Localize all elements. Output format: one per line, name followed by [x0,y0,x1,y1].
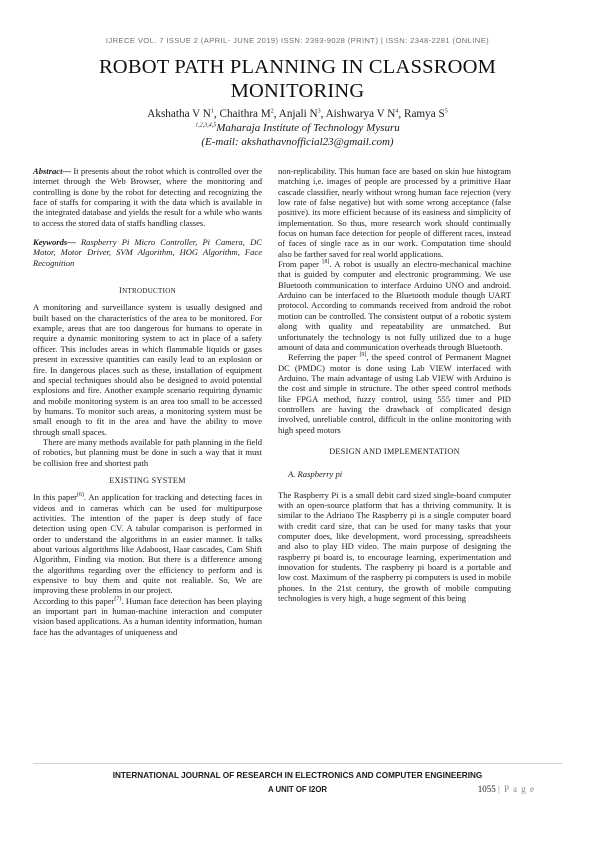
author-name: Akshatha V N [147,108,211,120]
author-email: (E-mail: akshathavnofficial23@gmail.com) [201,136,394,148]
author-separator: , [320,108,326,120]
abstract-label: Abstract— [33,166,71,176]
author-superscript: 2 [270,108,274,115]
footer-unit: A UNIT OF I2OR [267,785,328,794]
keywords-label: Keywords— [33,237,76,248]
citation: (6) [76,492,84,499]
author-separator: , [273,108,279,120]
keywords-text: Raspberry Pi Micro Controller, Pi Camera, DC Motor, Motor Driver, SVM Algorithm, HOG Algorithm, Face Recognition [33,237,262,268]
author-name: Aishwarya V N [325,108,396,120]
left-column [33,166,262,637]
author-name: Chaithra M [219,108,271,120]
paragraph: In this paper$^{(6)}$. An application for tracking and detecting faces in videos and in cameras which can be used for multipurpose activities. The intention of the paper is deep study of face detection using open CV. A tabular comparison is performed in order to understand the algorithms in an easier manner. It talks about various algorithms like Adaboost, Haar cascades, Cam Shift Algorithm, Finding via motion. But there is a difference among the algorithms regarding over the efficiency to perform and is expensive to buy them and quite not realiable. So, We are improving these problems in our project. [33,492,262,596]
keywords [33,237,262,268]
author-superscript: 3 [317,108,321,115]
paragraph: The Raspberry Pi is a small debit card sized single-board computer with an open-source platform that has a thriving community. It is similar to the Adriano The Raspberry pi is a single computer board with credit card size, that can be used for many tasks that your computer does, like development, word processing, spreadsheets and also to play HD video. The main purpose of designing the raspberry pi board is, to encourage learning, experimentation and innovation for students. The raspberry pi board is a portable and low cost. Maximum of the raspberry pi computers is used in mobile phones. In the 21st century, the growth of mobile computing technologies is very high, a huge segment of this being [278,489,511,604]
paragraph: A monitoring and surveillance system is usually designed and built based on the characteristics of the area to be monitored. For example, areas that are too dangerous for humans to operate in require a dynamic monitoring system to act in place of a safety officer. This includes areas in which flammable liquids or gases present in excessive quantities can easily lead to an explosion or fire. In dangerous places such as these, installation of equipment and special techniques should also be designed to avoid potential explosions and fire. Another example scenario requiring dynamic and mobile monitoring system is an area too small to be accessed by humans. To monitor such areas, a monitoring system must be small enough to fit in the area and have the ability to move through small spaces. [33,302,262,437]
footer-divider [33,763,562,764]
page-number [478,784,535,794]
page-label: | P a g e [498,784,535,794]
running-header: IJRECE VOL. 7 ISSUE 2 (APRIL- JUNE 2019) ISSN: 2393-9028 (PRINT) | ISSN: 2348-2281 (ONLINE) [105,36,490,45]
citation: (7) [114,595,122,602]
section-heading-existing-system: EXISTING SYSTEM [109,475,186,485]
abstract-text: It presents about the robot which is controlled over the internet through the Web Browser, where the monitoring and controlling is done by the robot for detecting and recognizing the face of staffs for comparing it with the data which is available in the integrated database and yields the result for a while who wants to access the stored data of staffs handling classes. [33,166,262,228]
author-name: Anjali N [278,108,318,120]
affiliation-superscript: 1,2,3,4,5 [195,122,217,129]
author-list [60,108,535,121]
paragraph: Referring the paper [9], the speed control of Permanent Magnet DC (PMDC) motor is done using Lab VIEW interfaced with Arduino. The main advantage of using Lab VIEW with Arduino is the cost and simple in structure. The other speed control methods like FPGA method, fuzzy control, using 555 timer and PID controllers are having the drawback of complicated design involved, unreliable control, difficult in the online monitoring with high speed motors [278,352,511,435]
affiliation-text: Maharaja Institute of Technology Mysuru [216,122,400,134]
author-separator: , [213,108,220,120]
abstract [33,166,262,228]
author-separator: , [398,108,404,120]
paragraph: According to this paper$^{(7)}$. Human face detection has been playing an important part in human-machine interaction and computer vision based applications. As a human identity information, human face has the advantages of uniqueness and [33,595,262,637]
citation: [9] [359,352,367,359]
section-heading-design: DESIGN AND IMPLEMENTATION [329,446,460,456]
author-name: Ramya S [403,108,445,120]
page-number-value: 1055 [477,784,496,794]
paragraph: non-replicability. This human face are based on skin hue histogram matching i,e. images of people are processed by a primitive Haar cascade classifier, nearly without wrong human face rejection (very low rate of false negative) but with some wrong acceptance (false positive). its more efficient because of its easiness and simplicity of implementation. So thus, more research work should continually focus on human face detection for people of different races, instead of faces of single race as in our work. Computation time should also be farther saved for real world applications. [278,166,511,259]
subsection-heading-raspberry-pi: A. Raspberry pi [288,469,343,480]
paragraph: There are many methods available for path planning in the field of robotics, but planning must be done in such a way that it must be collision free and shortest path [33,436,262,468]
author-superscript: 5 [444,108,448,115]
paper-title: ROBOT PATH PLANNING IN CLASSROOM MONITORING [98,56,497,102]
affiliation [60,121,535,135]
paragraph: From paper [8]. A robot is usually an electro-mechanical machine that is guided by computer and electronic programming. We use Bluetooth communication to interface Arduino UNO and android. Arduino can be interfaced to the Bluetooth module though UART protocol. According to commands received from android the robot motion can be controlled. The consistent output of a robotic system along with quality and repeatability are unmatched. But unfortunately the technology is not fully utilized due to a huge amount of data and communication overheads through Bluetooth. [278,259,512,352]
citation: [8] [322,259,330,266]
section-heading-introduction: INTRODUCTION [119,286,176,296]
author-superscript: 4 [395,108,399,115]
right-column [278,166,511,603]
footer-journal-name: INTERNATIONAL JOURNAL OF RESEARCH IN ELECTRONICS AND COMPUTER ENGINEERING [112,771,483,780]
author-superscript: 1 [210,108,214,115]
